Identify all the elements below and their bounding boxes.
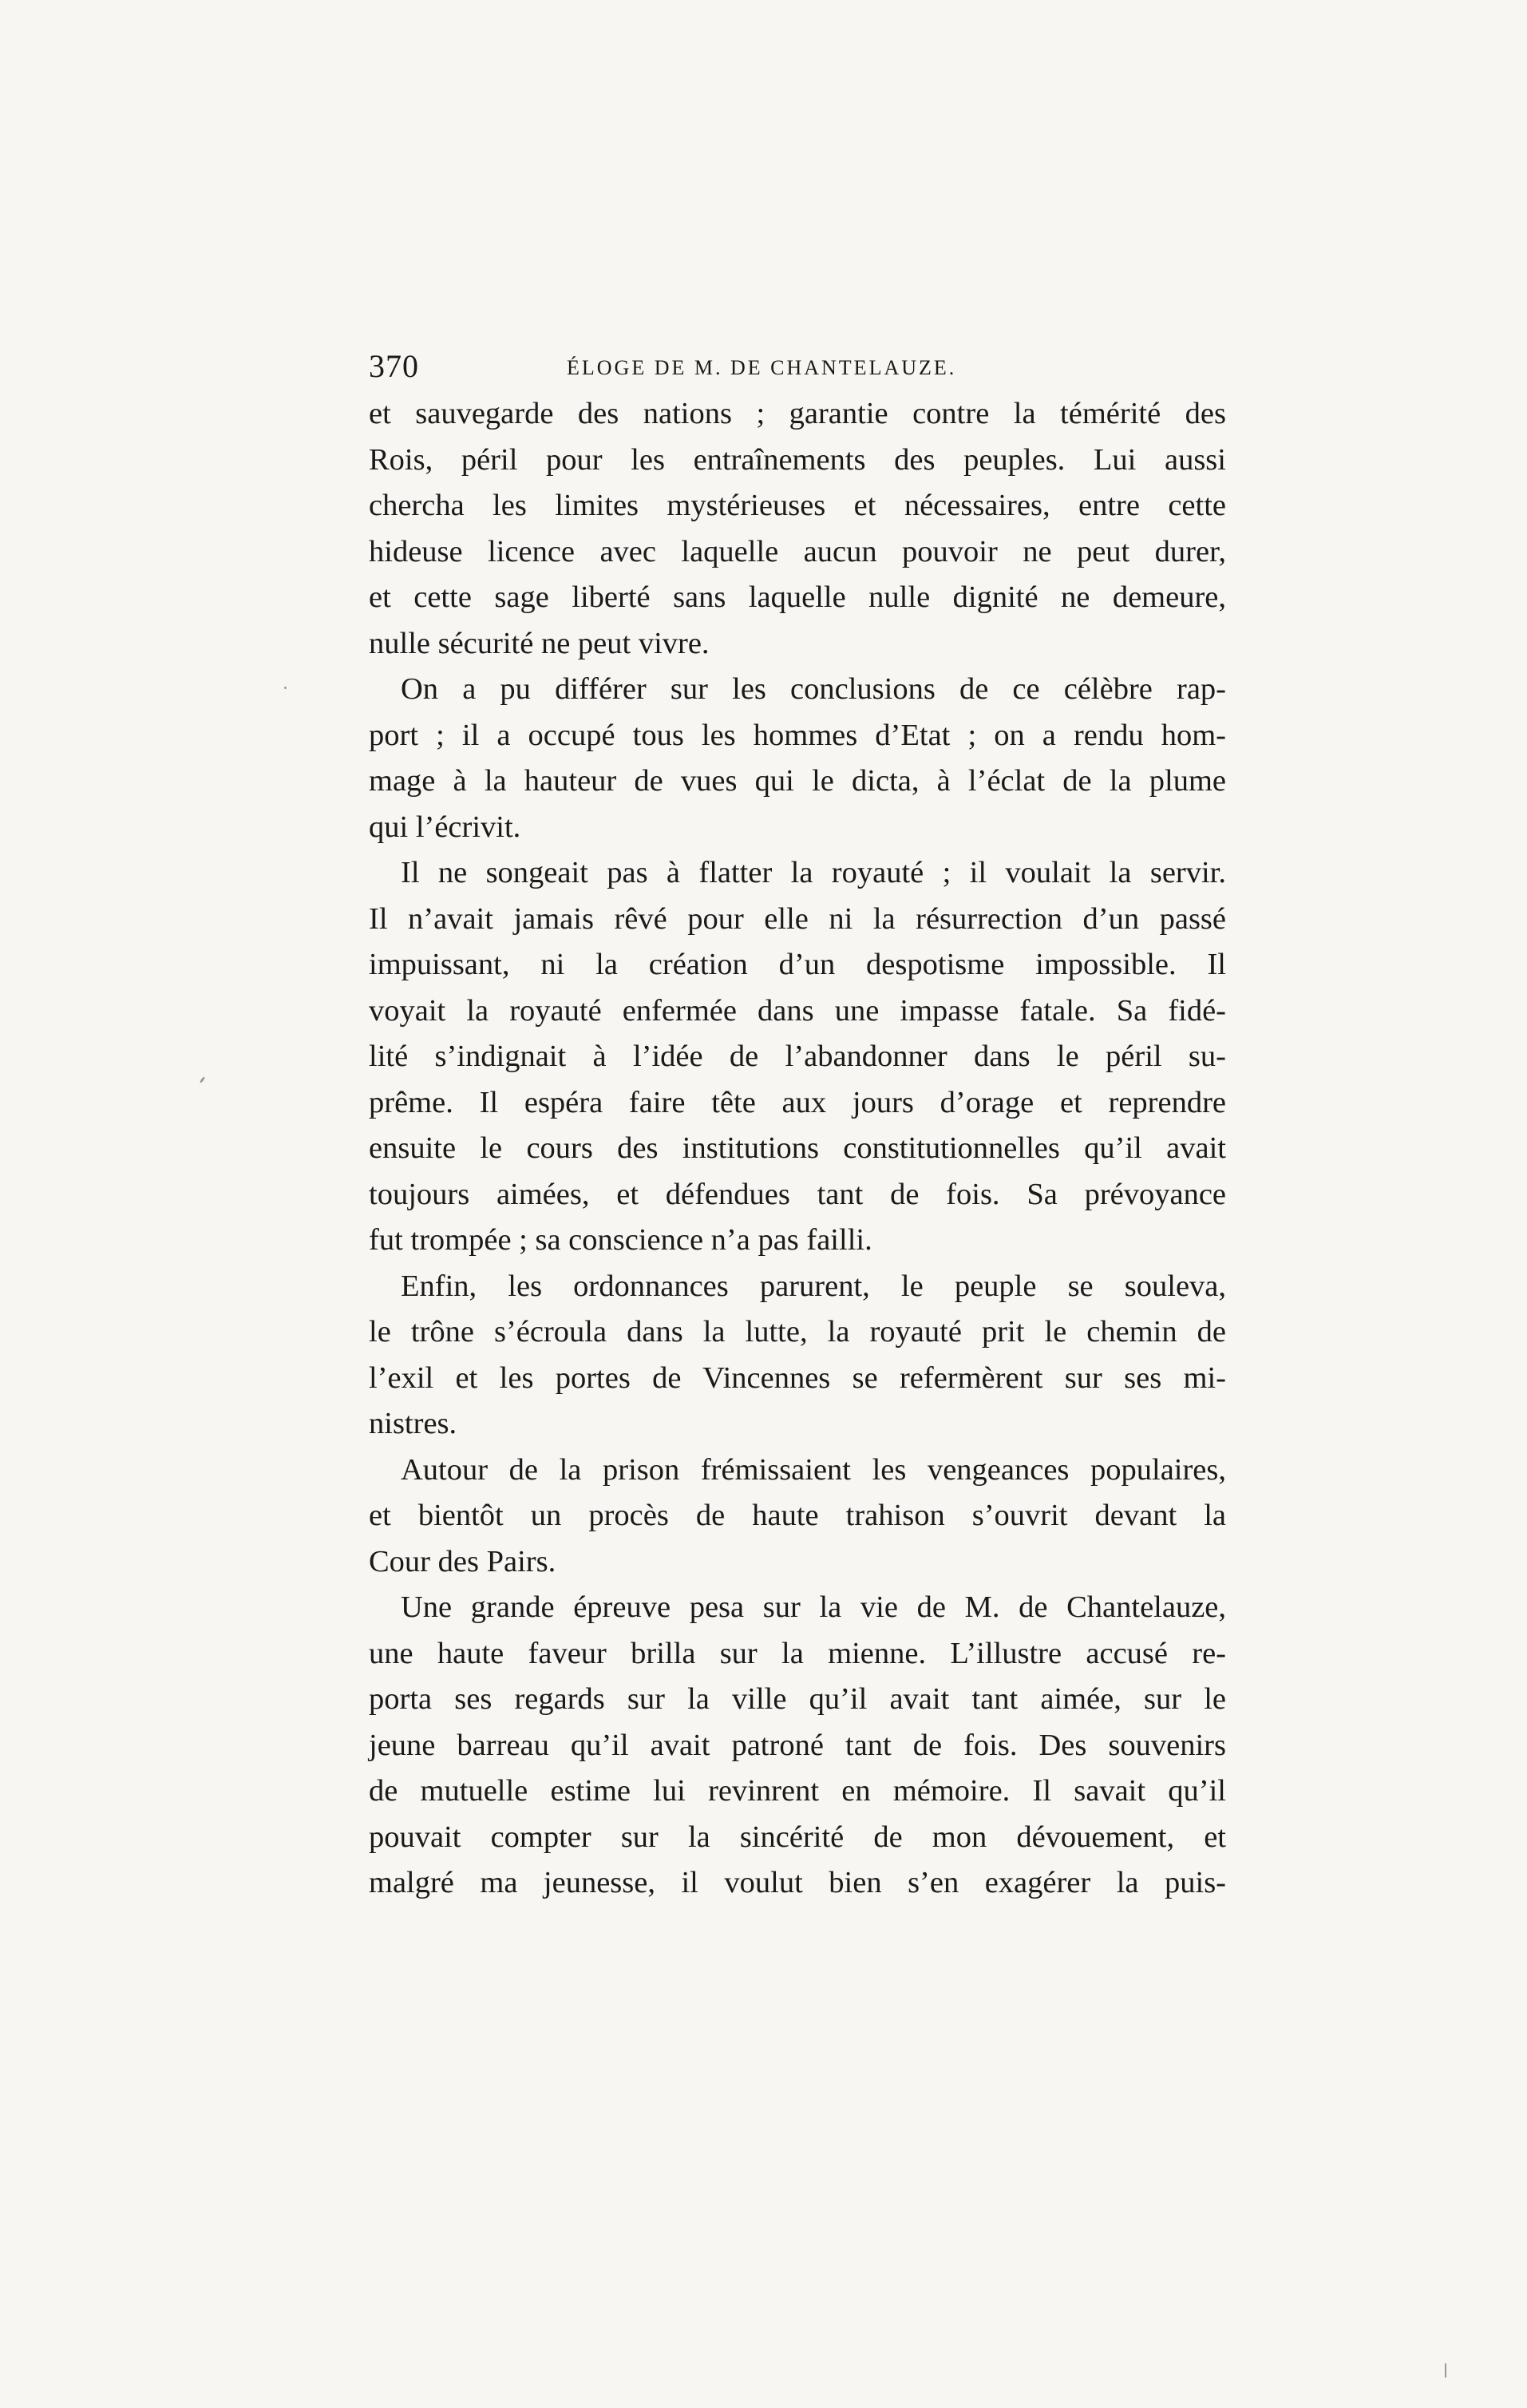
text-line: Rois, péril pour les entraînements des peuples. Lui aussi bbox=[369, 442, 1226, 477]
paper-speck bbox=[200, 1076, 206, 1083]
text-line: une haute faveur brilla sur la mienne. L’illustre accusé re- bbox=[369, 1636, 1226, 1670]
text-line: hideuse licence avec laquelle aucun pouvoir ne peut durer, bbox=[369, 534, 1226, 568]
text-line: toujours aimées, et défendues tant de fois. Sa prévoyance bbox=[369, 1177, 1226, 1211]
text-line: malgré ma jeunesse, il voulut bien s’en exagérer la puis- bbox=[369, 1866, 1226, 1899]
text-line: port ; il a occupé tous les hommes d’Etat ; on a rendu hom- bbox=[369, 718, 1226, 752]
text-line: le trône s’écroula dans la lutte, la royauté prit le chemin de bbox=[369, 1315, 1226, 1349]
text-line: mage à la hauteur de vues qui le dicta, à l’éclat de la plume bbox=[369, 764, 1226, 798]
paper-speck bbox=[1445, 2363, 1446, 2378]
text-line: Une grande épreuve pesa sur la vie de M. de Chantelauze, bbox=[401, 1590, 1226, 1624]
text-line: pouvait compter sur la sincérité de mon dévouement, et bbox=[369, 1820, 1226, 1854]
text-line: ensuite le cours des institutions constitutionnelles qu’il avait bbox=[369, 1131, 1226, 1165]
text-line: nistres. bbox=[369, 1407, 457, 1440]
running-title: ÉLOGE DE M. DE CHANTELAUZE. bbox=[567, 356, 957, 379]
text-line: chercha les limites mystérieuses et nécessaires, entre cette bbox=[369, 489, 1226, 522]
text-line: Enfin, les ordonnances parurent, le peuple se souleva, bbox=[401, 1269, 1226, 1303]
paragraph-3 bbox=[369, 850, 1226, 1264]
page-number: 370 bbox=[369, 348, 419, 384]
text-line: Autour de la prison frémissaient les vengeances populaires, bbox=[401, 1452, 1226, 1487]
text-line: prême. Il espéra faire tête aux jours d’orage et reprendre bbox=[369, 1085, 1226, 1119]
text-line: Il ne songeait pas à flatter la royauté ; il voulait la servir. bbox=[401, 856, 1226, 889]
paragraph-1 bbox=[369, 391, 1226, 667]
paragraph-4 bbox=[369, 1264, 1226, 1448]
text-line: lité s’indignait à l’idée de l’abandonner dans le péril su- bbox=[369, 1040, 1226, 1073]
text-line: nulle sécurité ne peut vivre. bbox=[369, 626, 710, 660]
text-line: porta ses regards sur la ville qu’il avait tant aimée, sur le bbox=[369, 1682, 1226, 1716]
text-line: et bientôt un procès de haute trahison s’ouvrit devant la bbox=[369, 1499, 1226, 1532]
paper-speck bbox=[284, 687, 287, 689]
text-line: Cour des Pairs. bbox=[369, 1544, 556, 1578]
text-line: l’exil et les portes de Vincennes se refermèrent sur ses mi- bbox=[369, 1360, 1226, 1395]
text-line: et cette sage liberté sans laquelle nulle dignité ne demeure, bbox=[369, 580, 1226, 614]
page-header bbox=[369, 345, 1226, 388]
text-line: de mutuelle estime lui revinrent en mémoire. Il savait qu’il bbox=[369, 1774, 1226, 1808]
text-line: impuissant, ni la création d’un despotisme impossible. Il bbox=[369, 948, 1226, 981]
paragraph-2 bbox=[369, 667, 1226, 850]
text-line: jeune barreau qu’il avait patroné tant de fois. Des souvenirs bbox=[369, 1728, 1226, 1762]
paragraph-5 bbox=[369, 1448, 1226, 1586]
text-line: Il n’avait jamais rêvé pour elle ni la résurrection d’un passé bbox=[369, 901, 1226, 936]
text-line: qui l’écrivit. bbox=[369, 810, 521, 844]
text-line: et sauvegarde des nations ; garantie contre la témérité des bbox=[369, 397, 1226, 430]
text-line: fut trompée ; sa conscience n’a pas failli. bbox=[369, 1223, 872, 1257]
paragraph-6 bbox=[369, 1585, 1226, 1907]
book-page bbox=[369, 345, 1226, 1907]
text-line: voyait la royauté enfermée dans une impasse fatale. Sa fidé- bbox=[369, 993, 1226, 1028]
text-line: On a pu différer sur les conclusions de ce célèbre rap- bbox=[401, 672, 1226, 706]
